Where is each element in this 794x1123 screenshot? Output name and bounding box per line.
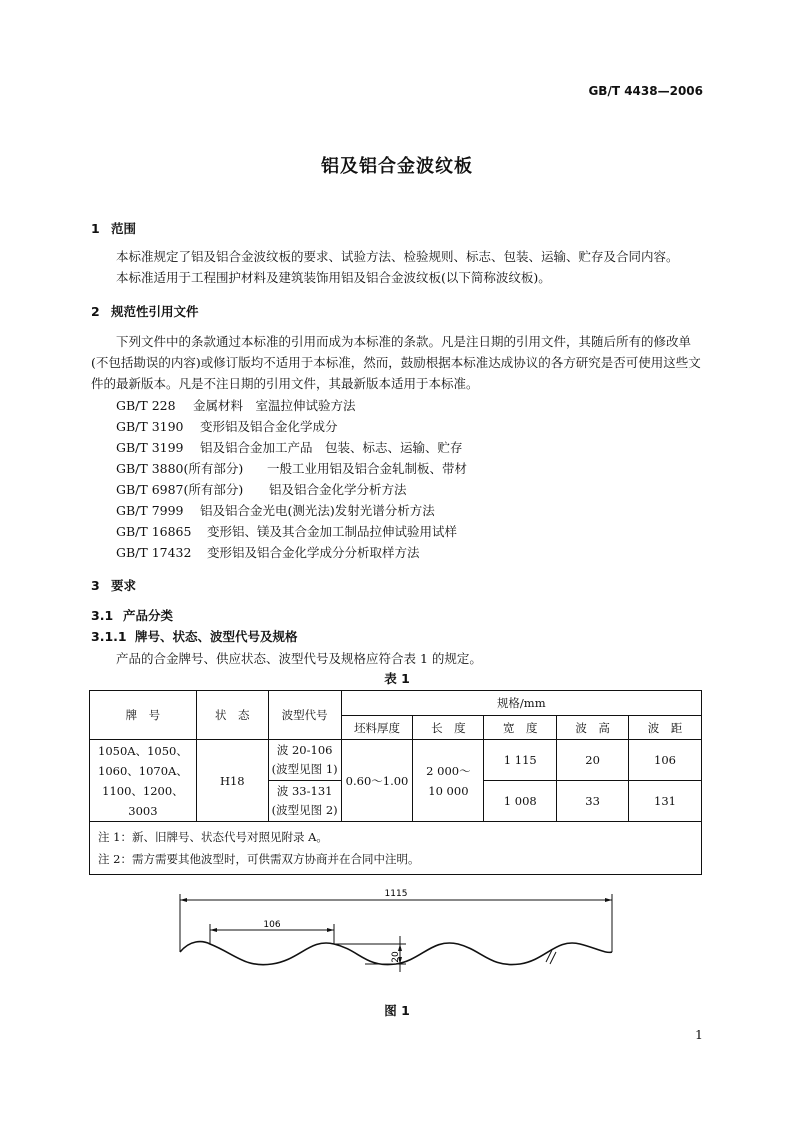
section-1-para-2: 本标准适用于工程围护材料及建筑装饰用铝及铝合金波纹板(以下简称波纹板)。 <box>116 270 551 285</box>
arrow-head <box>210 928 217 932</box>
section-1-heading: 1 范围 <box>91 221 137 236</box>
page-number: 1 <box>695 1027 703 1042</box>
arrow-head <box>605 898 612 902</box>
header-wave-pitch: 波 距 <box>629 716 702 740</box>
reference-item: GB/T 6987(所有部分) 铝及铝合金化学分析方法 <box>116 482 407 497</box>
section-3-1-1-heading: 3.1.1 牌号、状态、波型代号及规格 <box>91 629 298 644</box>
label-pitch: 106 <box>263 920 281 930</box>
reference-item: GB/T 3880(所有部分) 一般工业用铝及铝合金轧制板、带材 <box>116 461 468 476</box>
section-1-para-1: 本标准规定了铝及铝合金波纹板的要求、试验方法、检验规则、标志、包装、运输、贮存及合同内容。 <box>116 249 679 264</box>
reference-item: GB/T 228 金属材料 室温拉伸试验方法 <box>116 398 356 413</box>
section-2-intro: 下列文件中的条款通过本标准的引用而成为本标准的条款。凡是注日期的引用文件，其随后所有的修改单(不包括勘误的内容)或修订版均不适用于本标准，然而，鼓励根据本标准达成协议的各方研究是否可使用这些文件的最新版本。凡是不注日期的引用文件，其最新版本适用于本标准。 <box>91 334 701 391</box>
header-length: 长 度 <box>413 716 484 740</box>
header-wave-code: 波型代号 <box>268 691 341 740</box>
figure-1-caption: 图 1 <box>384 1003 410 1018</box>
standard-number: GB/T 4438—2006 <box>588 84 703 98</box>
cell-width: 1 008 <box>484 781 557 822</box>
reference-item: GB/T 7999 铝及铝合金光电(测光法)发射光谱分析方法 <box>116 503 435 518</box>
cell-wave-pitch: 131 <box>629 781 702 822</box>
cell-wave-code: 波 20-106 (波型见图 1) <box>268 740 341 781</box>
section-3-1-heading: 3.1 产品分类 <box>91 608 174 623</box>
label-height: 20 <box>391 951 401 963</box>
section-3-heading: 3 要求 <box>91 578 137 593</box>
arrow-head <box>180 898 187 902</box>
cell-width: 1 115 <box>484 740 557 781</box>
cell-wave-pitch: 106 <box>629 740 702 781</box>
section-3-1-1-text: 产品的合金牌号、供应状态、波型代号及规格应符合表 1 的规定。 <box>116 651 482 666</box>
reference-item: GB/T 16865 变形铝、镁及其合金加工制品拉伸试验用试样 <box>116 524 458 539</box>
cell-wave-height: 20 <box>557 740 629 781</box>
document-title: 铝及铝合金波纹板 <box>321 156 473 177</box>
reference-item: GB/T 3190 变形铝及铝合金化学成分 <box>116 419 338 434</box>
table-notes: 注 1：新、旧牌号、状态代号对照见附录 A。 注 2：需方需要其他波型时，可供需双方协商并在合同中注明。 <box>90 822 702 875</box>
label-total-width: 1115 <box>384 889 408 899</box>
arrow-head <box>327 928 334 932</box>
figure-1-wave-profile <box>160 880 640 990</box>
header-grade: 牌 号 <box>90 691 197 740</box>
reference-item: GB/T 3199 铝及铝合金加工产品 包装、标志、运输、贮存 <box>116 440 463 455</box>
cell-thickness: 0.60～1.00 <box>341 740 413 822</box>
reference-item: GB/T 17432 变形铝及铝合金化学成分分析取样方法 <box>116 545 420 560</box>
break-mark <box>550 952 556 964</box>
header-wave-height: 波 高 <box>557 716 629 740</box>
header-blank-thickness: 坯料厚度 <box>341 716 413 740</box>
header-temper: 状 态 <box>196 691 268 740</box>
table-1-title: 表 1 <box>384 671 410 686</box>
cell-wave-height: 33 <box>557 781 629 822</box>
cell-length: 2 000～ 10 000 <box>413 740 484 822</box>
table-1 <box>89 690 702 875</box>
cell-grade: 1050A、1050、 1060、1070A、 1100、1200、3003 <box>90 740 197 822</box>
cell-temper: H18 <box>196 740 268 822</box>
section-2-heading: 2 规范性引用文件 <box>91 304 199 319</box>
header-width: 宽 度 <box>484 716 557 740</box>
header-spec: 规格/mm <box>341 691 701 716</box>
cell-wave-code: 波 33-131 (波型见图 2) <box>268 781 341 822</box>
arrow-head <box>398 944 402 951</box>
